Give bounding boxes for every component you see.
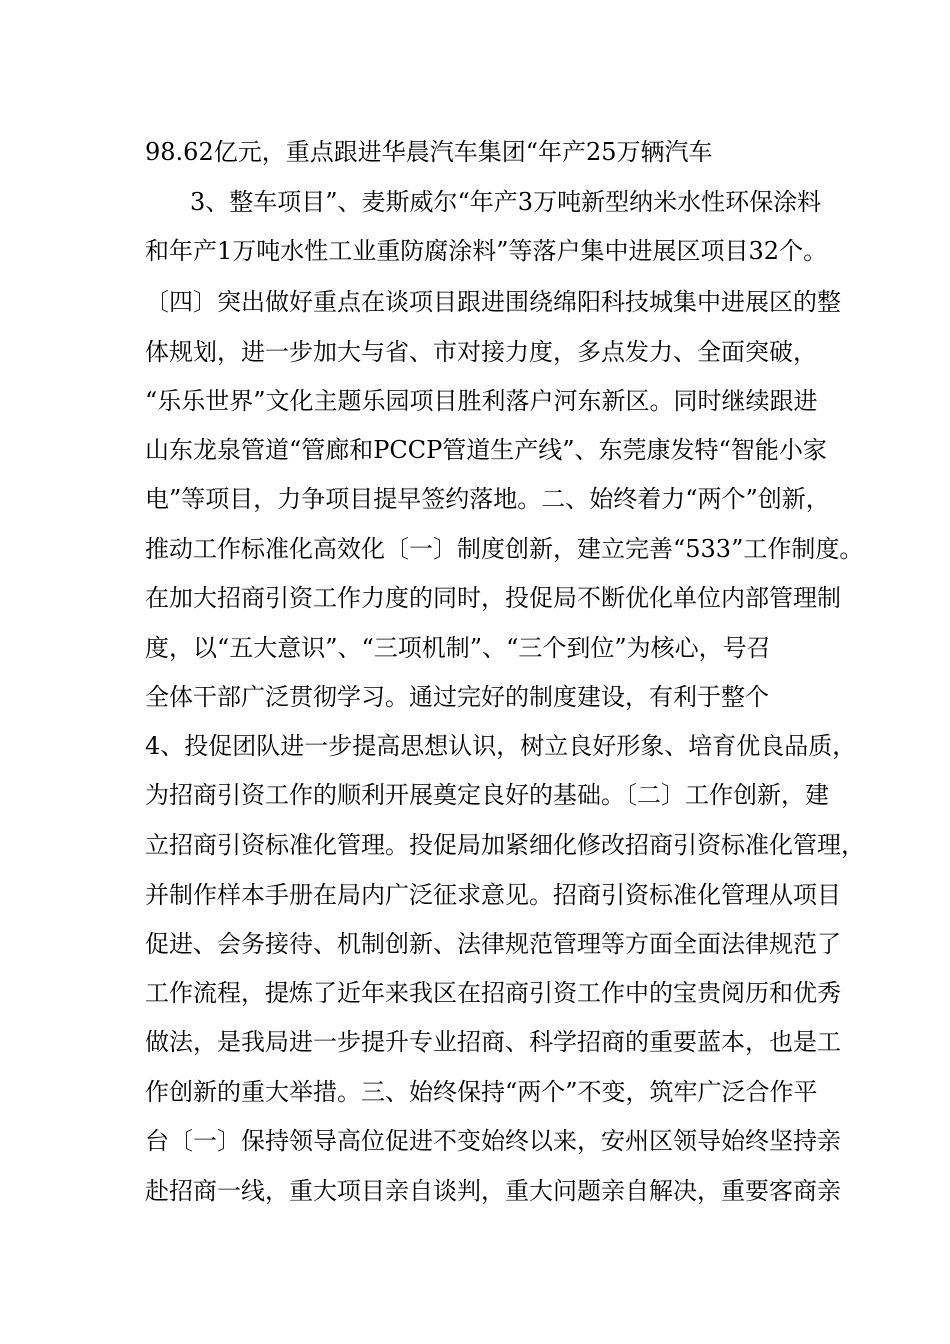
text-line-22: 赴招商一线，重大项目亲自谈判，重大问题亲自解决，重要客商亲: [145, 1177, 841, 1205]
text-line-6: “乐乐世界”文化主题乐园项目胜利落户河东新区。同时继续跟进: [145, 387, 818, 415]
text-line-14: 为招商引资工作的顺利开展奠定良好的基础。〔二〕工作创新，建: [145, 781, 829, 809]
text-line-18: 工作流程，提炼了近年来我区在招商引资工作中的宝贵阅历和优秀: [145, 979, 841, 1007]
text-line-8: 电”等项目，力争项目提早签约落地。二、始终着力“两个”创新，: [145, 485, 830, 513]
text-line-10: 在加大招商引资工作力度的同时，投促局不断优化单位内部管理制: [145, 584, 841, 612]
text-line-21: 台〔一〕保持领导高位促进不变始终以来，安州区领导始终坚持亲: [145, 1127, 841, 1155]
text-line-9: 推动工作标准化高效化〔一〕制度创新，建立完善“533”工作制度。: [145, 535, 864, 563]
text-line-17: 促进、会务接待、机制创新、法律规范管理等方面全面法律规范了: [145, 930, 841, 958]
text-line-4: 〔四〕突出做好重点在谈项目跟进围绕绵阳科技城集中进展区的整: [145, 288, 841, 316]
text-line-5: 体规划，进一步加大与省、市对接力度，多点发力、全面突破，: [145, 338, 817, 366]
text-line-11: 度，以“五大意识”、“三项机制”、“三个到位”为核心，号召: [145, 634, 771, 662]
text-line-3: 和年产1万吨水性工业重防腐涂料”等落户集中进展区项目32个。: [145, 237, 828, 265]
text-line-16: 并制作样本手册在局内广泛征求意见。招商引资标准化管理从项目: [145, 881, 841, 909]
text-line-12: 全体干部广泛贯彻学习。通过完好的制度建设，有利于整个: [145, 683, 769, 711]
text-line-2: 3、整车项目”、麦斯威尔“年产3万吨新型纳米水性环保涂料: [190, 188, 822, 216]
text-line-7: 山东龙泉管道“管廊和PCCP管道生产线”、东莞康发特“智能小家: [145, 436, 827, 464]
text-line-1: 98.62亿元，重点跟进华晨汽车集团“年产25万辆汽车: [145, 138, 713, 166]
text-line-13: 4、投促团队进一步提高思想认识，树立良好形象、培育优良品质，: [145, 732, 857, 760]
text-line-20: 作创新的重大举措。三、始终保持“两个”不变，筑牢广泛合作平: [145, 1078, 818, 1106]
text-line-19: 做法，是我局进一步提升专业招商、科学招商的重要蓝本，也是工: [145, 1028, 841, 1056]
text-line-15: 立招商引资标准化管理。投促局加紧细化修改招商引资标准化管理，: [145, 831, 865, 859]
